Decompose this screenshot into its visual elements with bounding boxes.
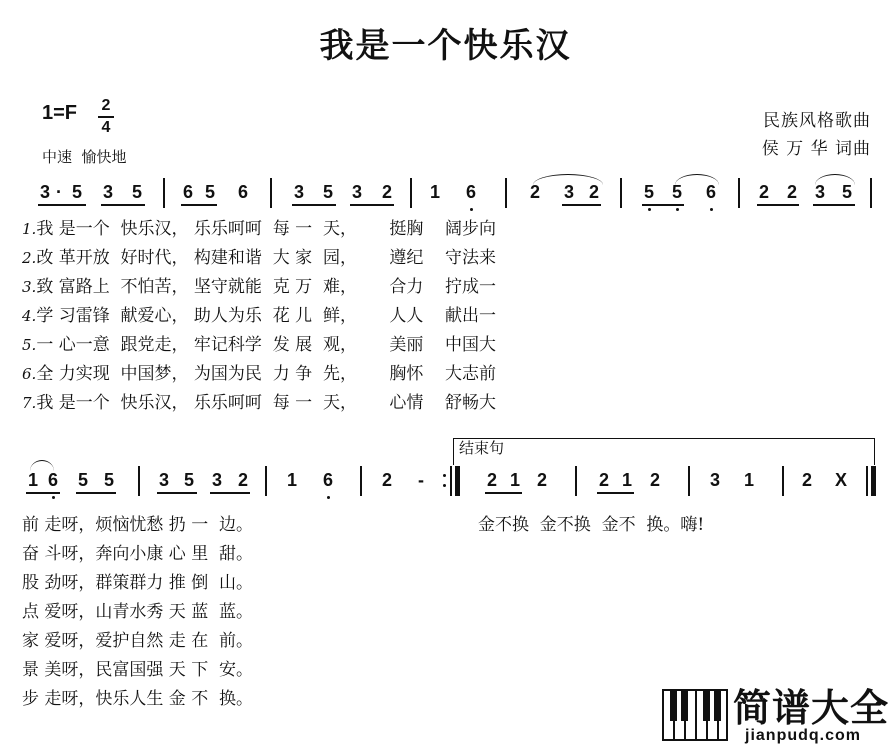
barline (782, 466, 784, 496)
tempo-marking: 中速 愉快地 (42, 148, 127, 166)
time-signature-top: 2 (101, 97, 111, 114)
underline (26, 492, 60, 494)
note: 3 (293, 182, 304, 202)
credit-style: 民族风格歌曲 (763, 111, 871, 131)
verse-line: 家 爱呀，爱护自然 走 在 前。 (22, 631, 254, 651)
note: 6 (182, 182, 193, 202)
underline (562, 204, 601, 206)
verse-line: 点 爱呀，山青水秀 天 蓝 蓝。 (22, 602, 254, 622)
note: 3 (39, 182, 50, 202)
note: 2 (536, 470, 547, 490)
note: 2 (237, 470, 248, 490)
tie-slur (675, 174, 719, 185)
verse-number: 6. (22, 365, 37, 383)
barline (505, 178, 507, 208)
site-logo-text: 简谱大全 (733, 686, 890, 730)
note: 2 (588, 182, 599, 202)
note: 5 (671, 182, 682, 202)
verse-line: 前 走呀，烦恼忧愁 扔 一 边。 (22, 515, 254, 535)
underline (210, 492, 250, 494)
time-signature (98, 97, 114, 137)
time-signature-bottom: 4 (101, 118, 111, 136)
fraction-bar (98, 116, 114, 118)
tie-slur (533, 174, 603, 185)
verse-number: 5. (22, 336, 37, 354)
staff-line-2 (0, 466, 891, 506)
note: 6 (237, 182, 248, 202)
note: 5 (204, 182, 215, 202)
barline (575, 466, 577, 496)
verse-line: 一 心一意 跟党走， 牢记科学 发 展 观， 美丽 中国大 (36, 335, 496, 355)
ending-lyrics: 金不换 金不换 金不 换。嗨! (478, 515, 705, 535)
verse-line: 奋 斗呀，奔向小康 心 里 甜。 (22, 544, 254, 564)
underline (181, 204, 217, 206)
verse-line: 全 力实现 中国梦， 为国为民 力 争 先， 胸怀 大志前 (36, 364, 496, 384)
low-octave-dot (470, 208, 473, 211)
barline (265, 466, 267, 496)
low-octave-dot (648, 208, 651, 211)
final-barline (871, 466, 876, 496)
barline (450, 466, 452, 496)
repeat-dot (443, 474, 446, 477)
note: 1 (743, 470, 754, 490)
barline (738, 178, 740, 208)
barline (620, 178, 622, 208)
low-octave-dot (676, 208, 679, 211)
note: 6 (322, 470, 333, 490)
note: 5 (643, 182, 654, 202)
verse-line: 我 是一个 快乐汉， 乐乐呵呵 每 一 天， 挺胸 阔步向 (36, 219, 496, 239)
tie-slur (30, 460, 54, 471)
verse-line: 股 劲呀，群策群力 推 倒 山。 (22, 573, 254, 593)
note: 2 (486, 470, 497, 490)
verse-line: 步 走呀，快乐人生 金 不 换。 (22, 689, 254, 709)
barline (688, 466, 690, 496)
repeat-dot (443, 484, 446, 487)
verse-line: 景 美呀，民富国强 天 下 安。 (22, 660, 254, 680)
note: 5 (183, 470, 194, 490)
note: 3 (211, 470, 222, 490)
barline (270, 178, 272, 208)
note: 3 (351, 182, 362, 202)
note: 2 (649, 470, 660, 490)
key-signature: 1=F (42, 102, 78, 124)
note: 2 (529, 182, 540, 202)
note: 2 (381, 182, 392, 202)
underline (597, 492, 634, 494)
tie-slur (815, 174, 855, 185)
underline (157, 492, 197, 494)
note: 1 (509, 470, 520, 490)
credit-author: 侯 万 华 词曲 (761, 139, 871, 159)
note: 1 (286, 470, 297, 490)
dash: - (418, 470, 424, 490)
site-url: jianpudq.com (745, 727, 861, 744)
note: 2 (786, 182, 797, 202)
note: 5 (131, 182, 142, 202)
barline (866, 466, 868, 496)
underline (813, 204, 855, 206)
verse-number: 7. (22, 394, 37, 412)
note: 1 (27, 470, 38, 490)
verse-line: 致 富路上 不怕苦， 坚守就能 克 万 难， 合力 拧成一 (36, 277, 496, 297)
barline (870, 178, 872, 208)
low-octave-dot (327, 496, 330, 499)
verse-line: 改 革开放 好时代， 构建和谐 大 家 园， 遵纪 守法来 (36, 248, 496, 268)
verse-number: 1. (22, 220, 37, 238)
repeat-barline (455, 466, 460, 496)
note: 5 (103, 470, 114, 490)
underline (76, 492, 116, 494)
barline (163, 178, 165, 208)
piano-keys-icon (662, 689, 728, 741)
barline (360, 466, 362, 496)
underline (350, 204, 394, 206)
ending-label: 结束句 (459, 439, 505, 457)
note: 3 (709, 470, 720, 490)
note: 5 (841, 182, 852, 202)
staff-line-1 (0, 178, 891, 218)
verse-number: 3. (22, 278, 37, 296)
underline (38, 204, 86, 206)
note: 3 (563, 182, 574, 202)
low-octave-dot (710, 208, 713, 211)
note: 2 (758, 182, 769, 202)
note: 6 (47, 470, 58, 490)
underline (485, 492, 522, 494)
underline (292, 204, 336, 206)
low-octave-dot (52, 496, 55, 499)
page-title: 我是一个快乐汉 (319, 26, 572, 66)
ending-bracket (453, 438, 875, 465)
note: 5 (77, 470, 88, 490)
note: 2 (598, 470, 609, 490)
note: 2 (801, 470, 812, 490)
note: X (834, 470, 847, 490)
barline (138, 466, 140, 496)
verse-number: 2. (22, 249, 37, 267)
note-dot: · (56, 182, 62, 202)
underline (101, 204, 145, 206)
verse-line: 我 是一个 快乐汉， 乐乐呵呵 每 一 天， 心情 舒畅大 (36, 393, 496, 413)
underline (757, 204, 799, 206)
note: 1 (621, 470, 632, 490)
note: 3 (158, 470, 169, 490)
note: 6 (465, 182, 476, 202)
barline (410, 178, 412, 208)
verse-line: 学 习雷锋 献爱心， 助人为乐 花 儿 鲜， 人人 献出一 (36, 306, 496, 326)
note: 2 (381, 470, 392, 490)
verse-number: 4. (22, 307, 37, 325)
note: 3 (814, 182, 825, 202)
note: 5 (71, 182, 82, 202)
underline (642, 204, 684, 206)
note: 6 (705, 182, 716, 202)
note: 3 (102, 182, 113, 202)
note: 1 (429, 182, 440, 202)
note: 5 (322, 182, 333, 202)
